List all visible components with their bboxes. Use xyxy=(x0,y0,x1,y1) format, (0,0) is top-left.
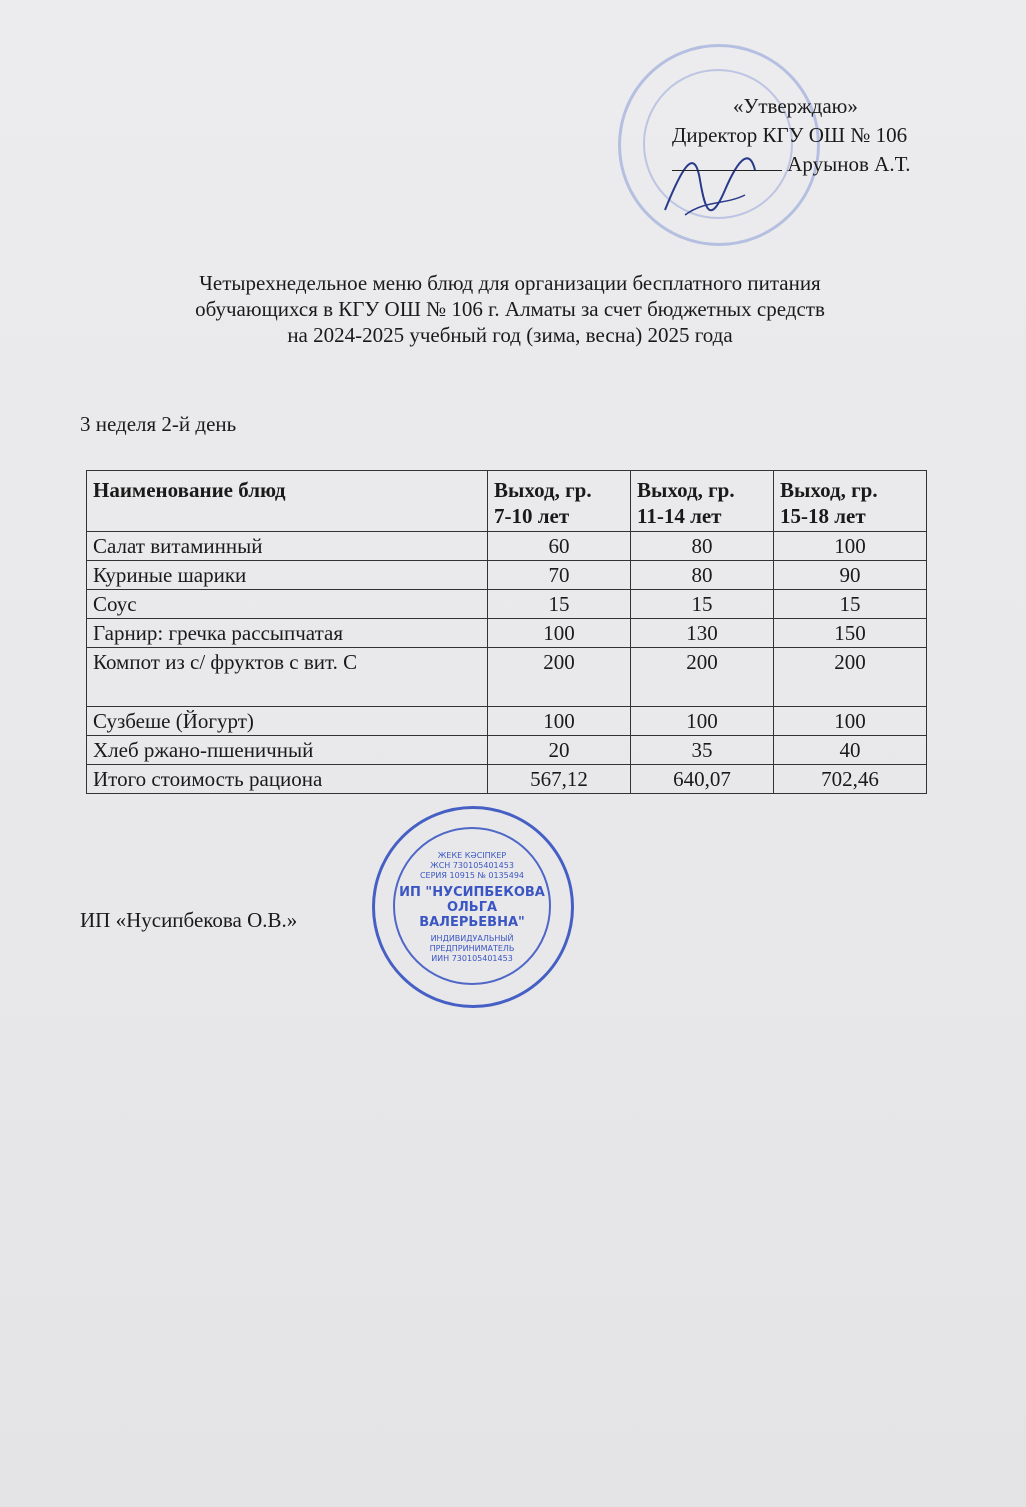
table-row xyxy=(87,590,927,619)
approval-director-name: Аруынов А.Т. xyxy=(787,152,911,176)
total-label: Итого стоимость рациона xyxy=(87,765,488,794)
yield-11-14: 80 xyxy=(631,561,774,590)
yield-15-18: 150 xyxy=(774,619,927,648)
stamp-name-2: ОЛЬГА ВАЛЕРЬЕВНА" xyxy=(419,900,525,930)
table-row xyxy=(87,532,927,561)
yield-7-10: 200 xyxy=(488,648,631,707)
yield-11-14: 80 xyxy=(631,532,774,561)
title-line-3: на 2024-2025 учебный год (зима, весна) 2025 года xyxy=(287,323,733,347)
dish-name: Гарнир: гречка рассыпчатая xyxy=(87,619,488,648)
header-dish-name: Наименование блюд xyxy=(87,471,488,532)
document-title xyxy=(60,270,960,348)
yield-15-18: 40 xyxy=(774,736,927,765)
table-row xyxy=(87,561,927,590)
week-day-label: 3 неделя 2-й день xyxy=(80,412,237,436)
header-yield-11-14: Выход, гр. 11-14 лет xyxy=(631,471,774,532)
entrepreneur-stamp xyxy=(372,806,574,1008)
yield-11-14: 35 xyxy=(631,736,774,765)
dish-name: Салат витаминный xyxy=(87,532,488,561)
table-header-row xyxy=(87,471,927,532)
table-row xyxy=(87,707,927,736)
header-yield-15-18: Выход, гр. 15-18 лет xyxy=(774,471,927,532)
approval-signature-line xyxy=(640,150,970,179)
entrepreneur-stamp-inner xyxy=(393,827,551,985)
approval-heading: «Утверждаю» xyxy=(733,94,858,118)
dish-name: Хлеб ржано-пшеничный xyxy=(87,736,488,765)
title-line-2: обучающихся в КГУ ОШ № 106 г. Алматы за счет бюджетных средств xyxy=(195,297,825,321)
approval-block xyxy=(640,92,970,179)
dish-name: Сузбеше (Йогурт) xyxy=(87,707,488,736)
stamp-name-1: ИП "НУСИПБЕКОВА xyxy=(399,885,545,900)
dish-name: Компот из с/ фруктов с вит. С xyxy=(87,648,488,707)
dish-name: Куриные шарики xyxy=(87,561,488,590)
yield-7-10: 70 xyxy=(488,561,631,590)
stamp-line-2: ЖСН 730105401453 xyxy=(430,861,514,870)
yield-15-18: 100 xyxy=(774,707,927,736)
table-row xyxy=(87,736,927,765)
menu-table xyxy=(86,470,927,794)
total-11-14: 640,07 xyxy=(631,765,774,794)
entrepreneur-signature-label: ИП «Нусипбекова О.В.» xyxy=(80,908,298,932)
total-15-18: 702,46 xyxy=(774,765,927,794)
yield-11-14: 130 xyxy=(631,619,774,648)
yield-7-10: 100 xyxy=(488,707,631,736)
table-total-row xyxy=(87,765,927,794)
yield-11-14: 15 xyxy=(631,590,774,619)
yield-11-14: 200 xyxy=(631,648,774,707)
yield-7-10: 15 xyxy=(488,590,631,619)
approval-position: Директор КГУ ОШ № 106 xyxy=(672,123,908,147)
table-row xyxy=(87,619,927,648)
stamp-line-1: ЖЕКЕ КӘСІПКЕР xyxy=(437,851,507,860)
stamp-line-4: ИНДИВИДУАЛЬНЫЙ xyxy=(430,934,514,943)
yield-11-14: 100 xyxy=(631,707,774,736)
table-row xyxy=(87,648,927,707)
yield-7-10: 20 xyxy=(488,736,631,765)
stamp-line-5: ПРЕДПРИНИМАТЕЛЬ xyxy=(429,944,515,953)
header-yield-7-10: Выход, гр. 7-10 лет xyxy=(488,471,631,532)
signature-blank xyxy=(672,152,782,171)
title-line-1: Четырехнедельное меню блюд для организации бесплатного питания xyxy=(199,271,821,295)
dish-name: Соус xyxy=(87,590,488,619)
yield-15-18: 15 xyxy=(774,590,927,619)
yield-15-18: 90 xyxy=(774,561,927,590)
yield-15-18: 100 xyxy=(774,532,927,561)
yield-7-10: 100 xyxy=(488,619,631,648)
stamp-line-6: ИИН 730105401453 xyxy=(431,954,513,963)
yield-7-10: 60 xyxy=(488,532,631,561)
total-7-10: 567,12 xyxy=(488,765,631,794)
yield-15-18: 200 xyxy=(774,648,927,707)
stamp-line-3: СЕРИЯ 10915 № 0135494 xyxy=(419,871,525,880)
